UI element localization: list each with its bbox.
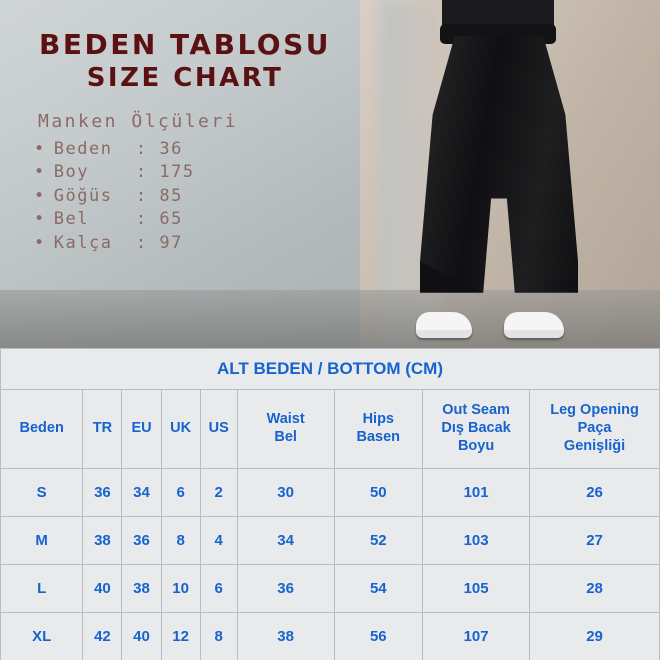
cell: 42 bbox=[83, 613, 122, 660]
cell: 38 bbox=[237, 613, 334, 660]
right-sneaker bbox=[504, 312, 564, 338]
model-measurements-label: Manken Ölçüleri bbox=[38, 111, 239, 132]
cell: 12 bbox=[161, 613, 200, 660]
cell: L bbox=[1, 565, 83, 613]
cell: 8 bbox=[161, 517, 200, 565]
cell: 52 bbox=[334, 517, 423, 565]
table-caption-row bbox=[1, 349, 660, 390]
column-header-leg-opening: Leg Opening Paça Genişliği bbox=[530, 390, 660, 469]
column-header-beden: Beden bbox=[1, 390, 83, 469]
column-header-hips: Hips Basen bbox=[334, 390, 423, 469]
cell: 103 bbox=[423, 517, 530, 565]
list-item: • Göğüs : 85 bbox=[34, 185, 350, 208]
column-header-waist: Waist Bel bbox=[237, 390, 334, 469]
list-item: • Kalça : 97 bbox=[34, 232, 350, 255]
cell: 36 bbox=[83, 469, 122, 517]
cell: 28 bbox=[530, 565, 660, 613]
cell: 56 bbox=[334, 613, 423, 660]
cell: 105 bbox=[423, 565, 530, 613]
cell: 29 bbox=[530, 613, 660, 660]
cell: 101 bbox=[423, 469, 530, 517]
table-row bbox=[1, 613, 660, 660]
cell: 6 bbox=[161, 469, 200, 517]
cell: 2 bbox=[200, 469, 237, 517]
table-caption: ALT BEDEN / BOTTOM (CM) bbox=[1, 349, 660, 390]
cell: 34 bbox=[237, 517, 334, 565]
cell: 36 bbox=[237, 565, 334, 613]
column-header-eu: EU bbox=[122, 390, 161, 469]
cell: 36 bbox=[122, 517, 161, 565]
cell: 30 bbox=[237, 469, 334, 517]
column-header-tr: TR bbox=[83, 390, 122, 469]
title-english: SIZE CHART bbox=[86, 63, 284, 93]
cell: 50 bbox=[334, 469, 423, 517]
size-chart-heading-block bbox=[20, 28, 350, 255]
table-header-row bbox=[1, 390, 660, 469]
cell: 8 bbox=[200, 613, 237, 660]
cell: 27 bbox=[530, 517, 660, 565]
model-measurements-list bbox=[34, 138, 350, 255]
size-table-wrapper bbox=[0, 348, 660, 660]
cell: S bbox=[1, 469, 83, 517]
cell: 38 bbox=[122, 565, 161, 613]
title-turkish: BEDEN TABLOSU bbox=[38, 28, 331, 61]
list-item: • Boy : 175 bbox=[34, 161, 350, 184]
table-row bbox=[1, 565, 660, 613]
cell: 40 bbox=[122, 613, 161, 660]
left-sneaker-sole bbox=[416, 330, 472, 338]
table-row bbox=[1, 517, 660, 565]
cell: 26 bbox=[530, 469, 660, 517]
column-header-us: US bbox=[200, 390, 237, 469]
cell: XL bbox=[1, 613, 83, 660]
cell: 38 bbox=[83, 517, 122, 565]
list-item: • Beden : 36 bbox=[34, 138, 350, 161]
cell: 6 bbox=[200, 565, 237, 613]
column-header-uk: UK bbox=[161, 390, 200, 469]
cell: 4 bbox=[200, 517, 237, 565]
column-header-out-seam: Out Seam Dış Bacak Boyu bbox=[423, 390, 530, 469]
right-sneaker-sole bbox=[504, 330, 564, 338]
table-body bbox=[1, 469, 660, 660]
size-table bbox=[0, 348, 660, 660]
list-item: • Bel : 65 bbox=[34, 208, 350, 231]
cell: M bbox=[1, 517, 83, 565]
table-row bbox=[1, 469, 660, 517]
cell: 40 bbox=[83, 565, 122, 613]
left-sneaker bbox=[416, 312, 472, 338]
cell: 107 bbox=[423, 613, 530, 660]
cell: 34 bbox=[122, 469, 161, 517]
cell: 10 bbox=[161, 565, 200, 613]
model-photo bbox=[400, 0, 600, 348]
pants-highlight bbox=[420, 36, 578, 298]
cell: 54 bbox=[334, 565, 423, 613]
